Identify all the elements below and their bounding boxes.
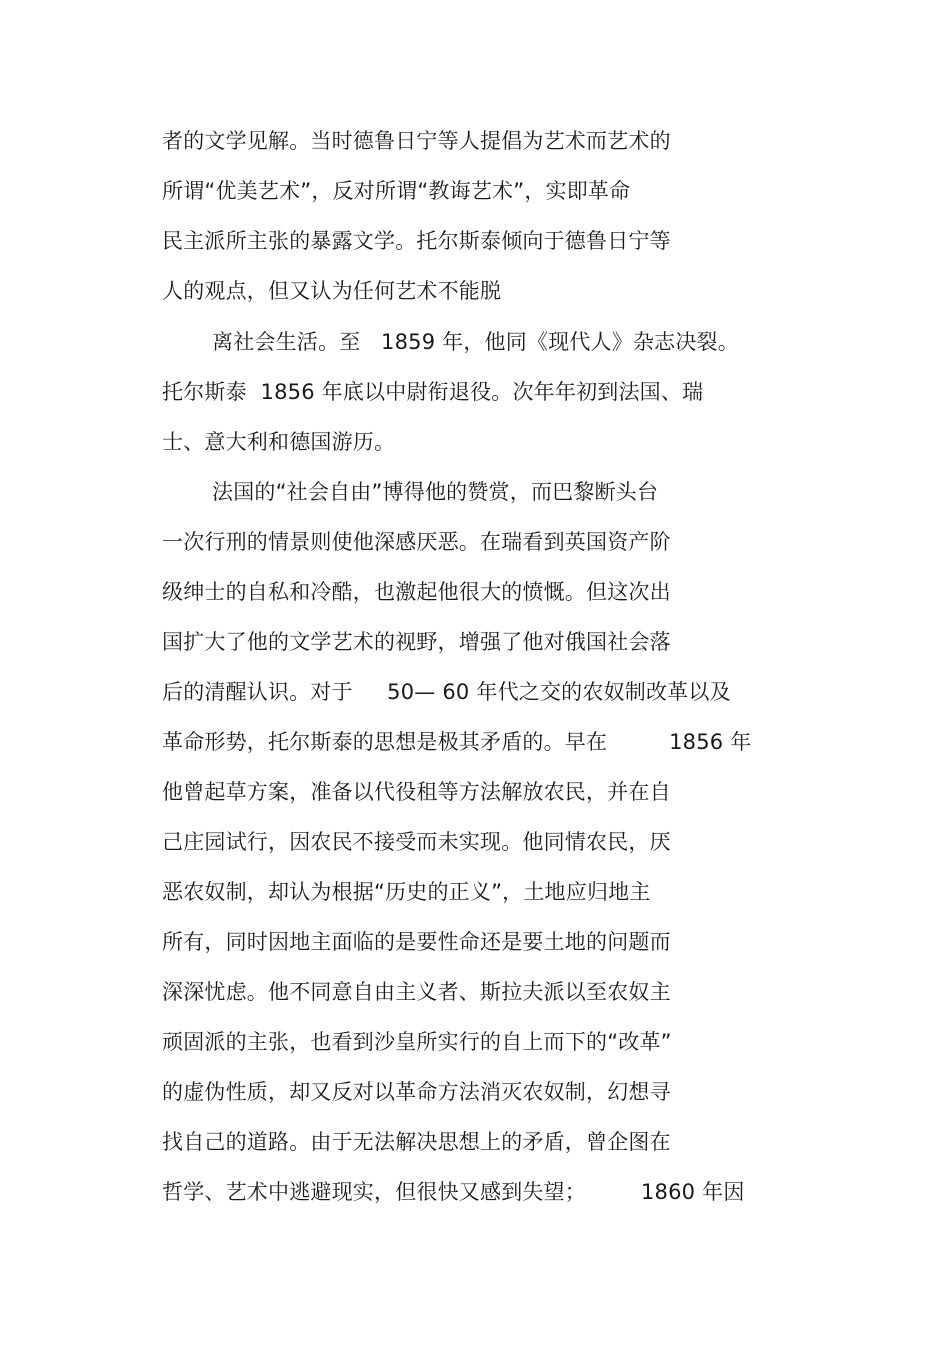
- text-line: 托尔斯泰 1856 年底以中尉衔退役。次年年初到法国、瑞: [162, 380, 704, 404]
- text-line: 后的清醒认识。对于 50— 60 年代之交的农奴制改革以及: [162, 680, 731, 704]
- text-line: 的虚伪性质，却又反对以革命方法消灭农奴制，幻想寻: [162, 1080, 671, 1104]
- text-line: 一次行刑的情景则使他深感厌恶。在瑞看到英国资产阶: [162, 530, 671, 554]
- text-line: 己庄园试行，因农民不接受而未实现。他同情农民，厌: [162, 830, 671, 854]
- text-line: 民主派所主张的暴露文学。托尔斯泰倾向于德鲁日宁等: [162, 229, 671, 253]
- text-line: 深深忧虑。他不同意自由主义者、斯拉夫派以至农奴主: [162, 980, 671, 1004]
- text-line: 级绅士的自私和冷酷，也激起他很大的愤慨。但这次出: [162, 580, 671, 604]
- text-line: 国扩大了他的文学艺术的视野，增强了他对俄国社会落: [162, 630, 671, 654]
- text-line: 他曾起草方案，准备以代役租等方法解放农民，并在自: [162, 780, 671, 804]
- paragraph-start-line: 离社会生活。至 1859 年，他同《现代人》杂志决裂。: [212, 330, 739, 354]
- text-line: 所谓“优美艺术”，反对所谓“教诲艺术”，实即革命: [162, 179, 631, 203]
- text-line: 恶农奴制，却认为根据“历史的正义”，土地应归地主: [162, 880, 651, 904]
- text-line: 哲学、艺术中逃避现实，但很快又感到失望； 1860 年因: [162, 1180, 745, 1204]
- text-line: 所有，同时因地主面临的是要性命还是要土地的问题而: [162, 930, 671, 954]
- text-line: 人的观点，但又认为任何艺术不能脱: [162, 279, 502, 303]
- paragraph-start-line: 法国的“社会自由”博得他的赞赏，而巴黎断头台: [212, 480, 659, 504]
- text-line: 革命形势，托尔斯泰的思想是极其矛盾的。早在 1856 年: [162, 730, 752, 754]
- text-line: 顽固派的主张，也看到沙皇所实行的自上而下的“改革”: [162, 1030, 672, 1054]
- text-line: 士、意大利和德国游历。: [162, 430, 396, 454]
- text-line: 找自己的道路。由于无法解决思想上的矛盾，曾企图在: [162, 1130, 671, 1154]
- text-line: 者的文学见解。当时德鲁日宁等人提倡为艺术而艺术的: [162, 129, 671, 153]
